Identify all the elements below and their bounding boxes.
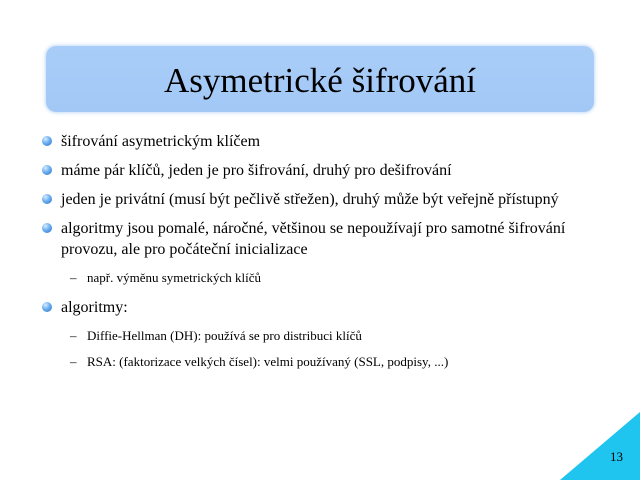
bullet-text: algoritmy jsou pomalé, náročné, většinou se nepoužívají pro samotné šifrování provozu, ale pro počáteční inicializace (61, 220, 566, 258)
bullet-text: šifrování asymetrickým klíčem (61, 133, 261, 150)
corner-triangle (560, 412, 640, 480)
bullet-item (40, 189, 600, 210)
dash-icon: – (70, 328, 77, 343)
bullet-text: jeden je privátní (musí být pečlivě střežen), druhý může být veřejně přístupný (61, 191, 559, 208)
bullet-text: algoritmy: (61, 299, 128, 316)
page-number: 13 (610, 449, 623, 464)
slide-title: Asymetrické šifrování (164, 60, 476, 100)
bullet-item (40, 218, 600, 260)
sub-bullet-text: např. výměnu symetrických klíčů (87, 270, 262, 285)
sub-bullet-item (40, 327, 600, 345)
bullet-item (40, 297, 600, 318)
sub-bullet-text: RSA: (faktorizace velkých čísel): velmi používaný (SSL, podpisy, ...) (87, 354, 449, 369)
bullet-icon (42, 223, 52, 233)
dash-icon: – (70, 270, 77, 285)
bullet-icon (42, 194, 52, 204)
bullet-list (40, 131, 600, 371)
bullet-icon (42, 136, 52, 146)
bullet-text: máme pár klíčů, jeden je pro šifrování, druhý pro dešifrování (61, 162, 452, 179)
sub-bullet-text: Diffie-Hellman (DH): používá se pro distribuci klíčů (87, 328, 362, 343)
bullet-icon (42, 165, 52, 175)
bullet-item (40, 160, 600, 181)
bullet-item (40, 131, 600, 152)
sub-bullet-item (40, 269, 600, 287)
sub-bullet-item (40, 353, 600, 371)
title-box (46, 46, 594, 112)
dash-icon: – (70, 354, 77, 369)
bullet-icon (42, 302, 52, 312)
